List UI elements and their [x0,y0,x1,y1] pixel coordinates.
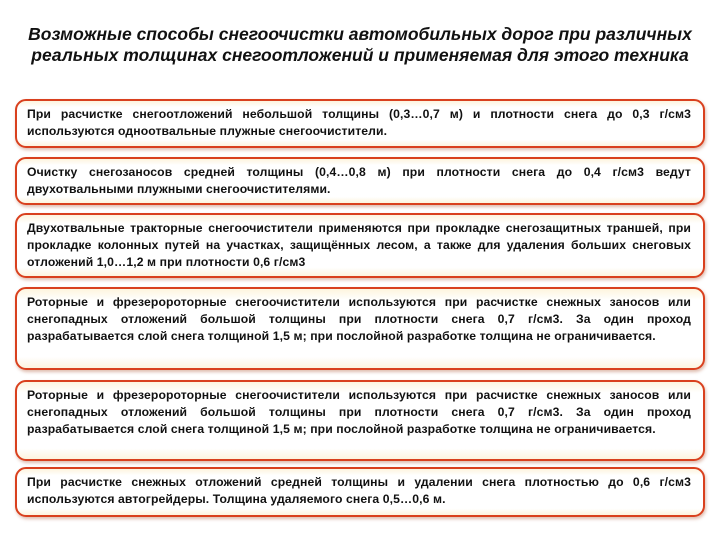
info-box-rotary-plows-repeat [15,380,705,461]
info-box-text: Очистку снегозаносов средней толщины (0,4…0,8 м) при плотности снега до 0,4 г/см3 ведут двухотвальными плужными снегоочистителями. [27,165,691,196]
info-box-text: Двухотвальные тракторные снегоочистители применяются при прокладке снегозащитных траншей, при прокладке колонных путей на участках, защищённых лесом, а также для удаления больших снеговых отложений 1,0…1,2 м при плотности 0,6 г/см3 [27,221,691,269]
info-box-motor-graders [15,467,705,517]
info-box-double-blade-plows [15,157,705,205]
info-box-text: Роторные и фрезеророторные снегоочистители используются при расчистке снежных заносов или снегопадных отложений большой толщины при плотности снега 0,7 г/см3. За один проход разрабатывается слой снега толщиной 1,5 м; при послойной разработке толщина не ограничивается. [27,388,691,436]
info-box-text: При расчистке снегоотложений небольшой толщины (0,3…0,7 м) и плотности снега до 0,3 г/см3 используются одноотвальные плужные снегоочистители. [27,107,691,138]
info-box-text: При расчистке снежных отложений средней толщины и удалении снега плотностью до 0,6 г/см3 используются автогрейдеры. Толщина удаляемого снега 0,5…0,6 м. [27,475,691,506]
info-box-tractor-plows [15,213,705,278]
info-box-text: Роторные и фрезеророторные снегоочистители используются при расчистке снежных заносов или снегопадных отложений большой толщины при плотности снега 0,7 г/см3. За один проход разрабатывается слой снега толщиной 1,5 м; при послойной разработке толщина не ограничивается. [27,295,691,343]
info-box-single-blade-plows [15,99,705,148]
info-box-rotary-plows [15,287,705,370]
slide-title: Возможные способы снегоочистки автомобильных дорог при различных реальных толщинах снегоотложений и применяемая для этого техника [28,24,692,65]
